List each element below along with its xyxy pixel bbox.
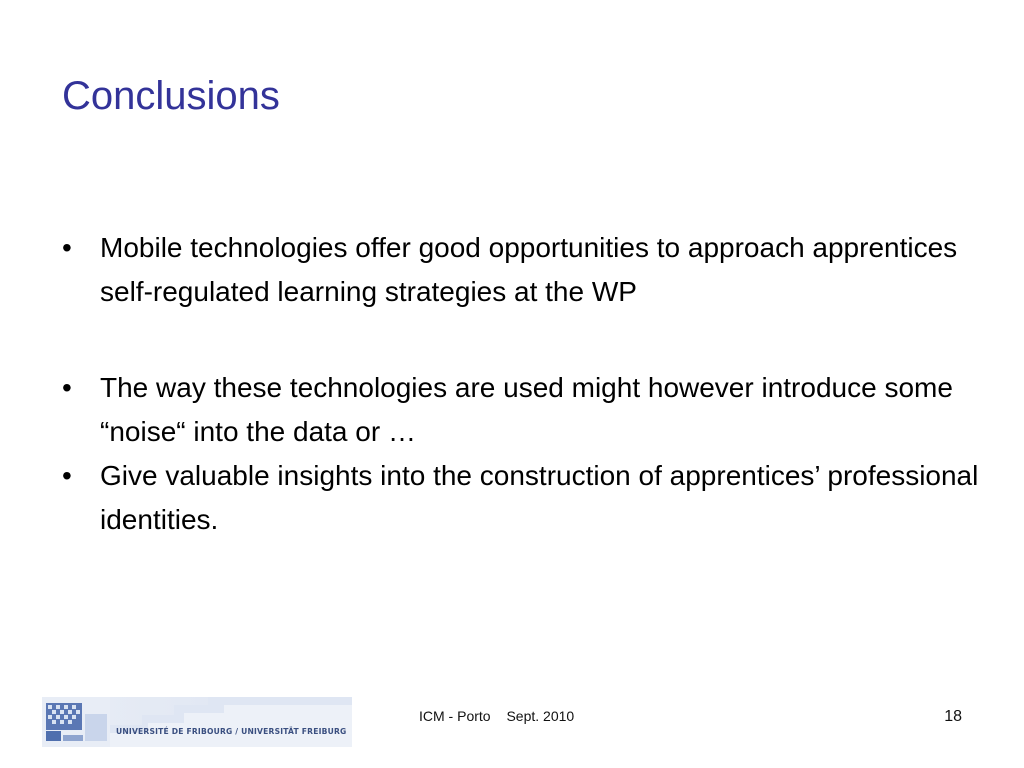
bullet-marker: • <box>62 372 72 403</box>
university-logo-icon <box>42 697 110 747</box>
bullet-text: Mobile technologies offer good opportunities to approach apprentices self-regulated learning strategies at the WP <box>100 232 958 307</box>
bullet-item-2 <box>62 366 982 454</box>
bullet-item-3 <box>62 454 982 542</box>
university-logo <box>42 697 352 747</box>
page-number: 18 <box>944 708 962 725</box>
bullet-item-1 <box>62 226 982 314</box>
event-date: Sept. 2010 <box>506 708 575 724</box>
bullet-marker: • <box>62 232 72 263</box>
bullet-text: Give valuable insights into the construction of apprentices’ professional identities. <box>100 460 979 535</box>
logo-step-graphic <box>110 697 352 747</box>
university-logo-text: UNIVERSITÉ DE FRIBOURG / UNIVERSITÄT FREIBURG <box>116 727 347 736</box>
bullet-list <box>62 226 982 542</box>
bullet-marker: • <box>62 460 72 491</box>
bullet-text: The way these technologies are used might however introduce some “noise“ into the data or … <box>100 372 953 447</box>
slide-title: Conclusions <box>62 74 280 118</box>
footer-event-info <box>419 708 574 724</box>
event-name: ICM - Porto <box>419 708 491 724</box>
